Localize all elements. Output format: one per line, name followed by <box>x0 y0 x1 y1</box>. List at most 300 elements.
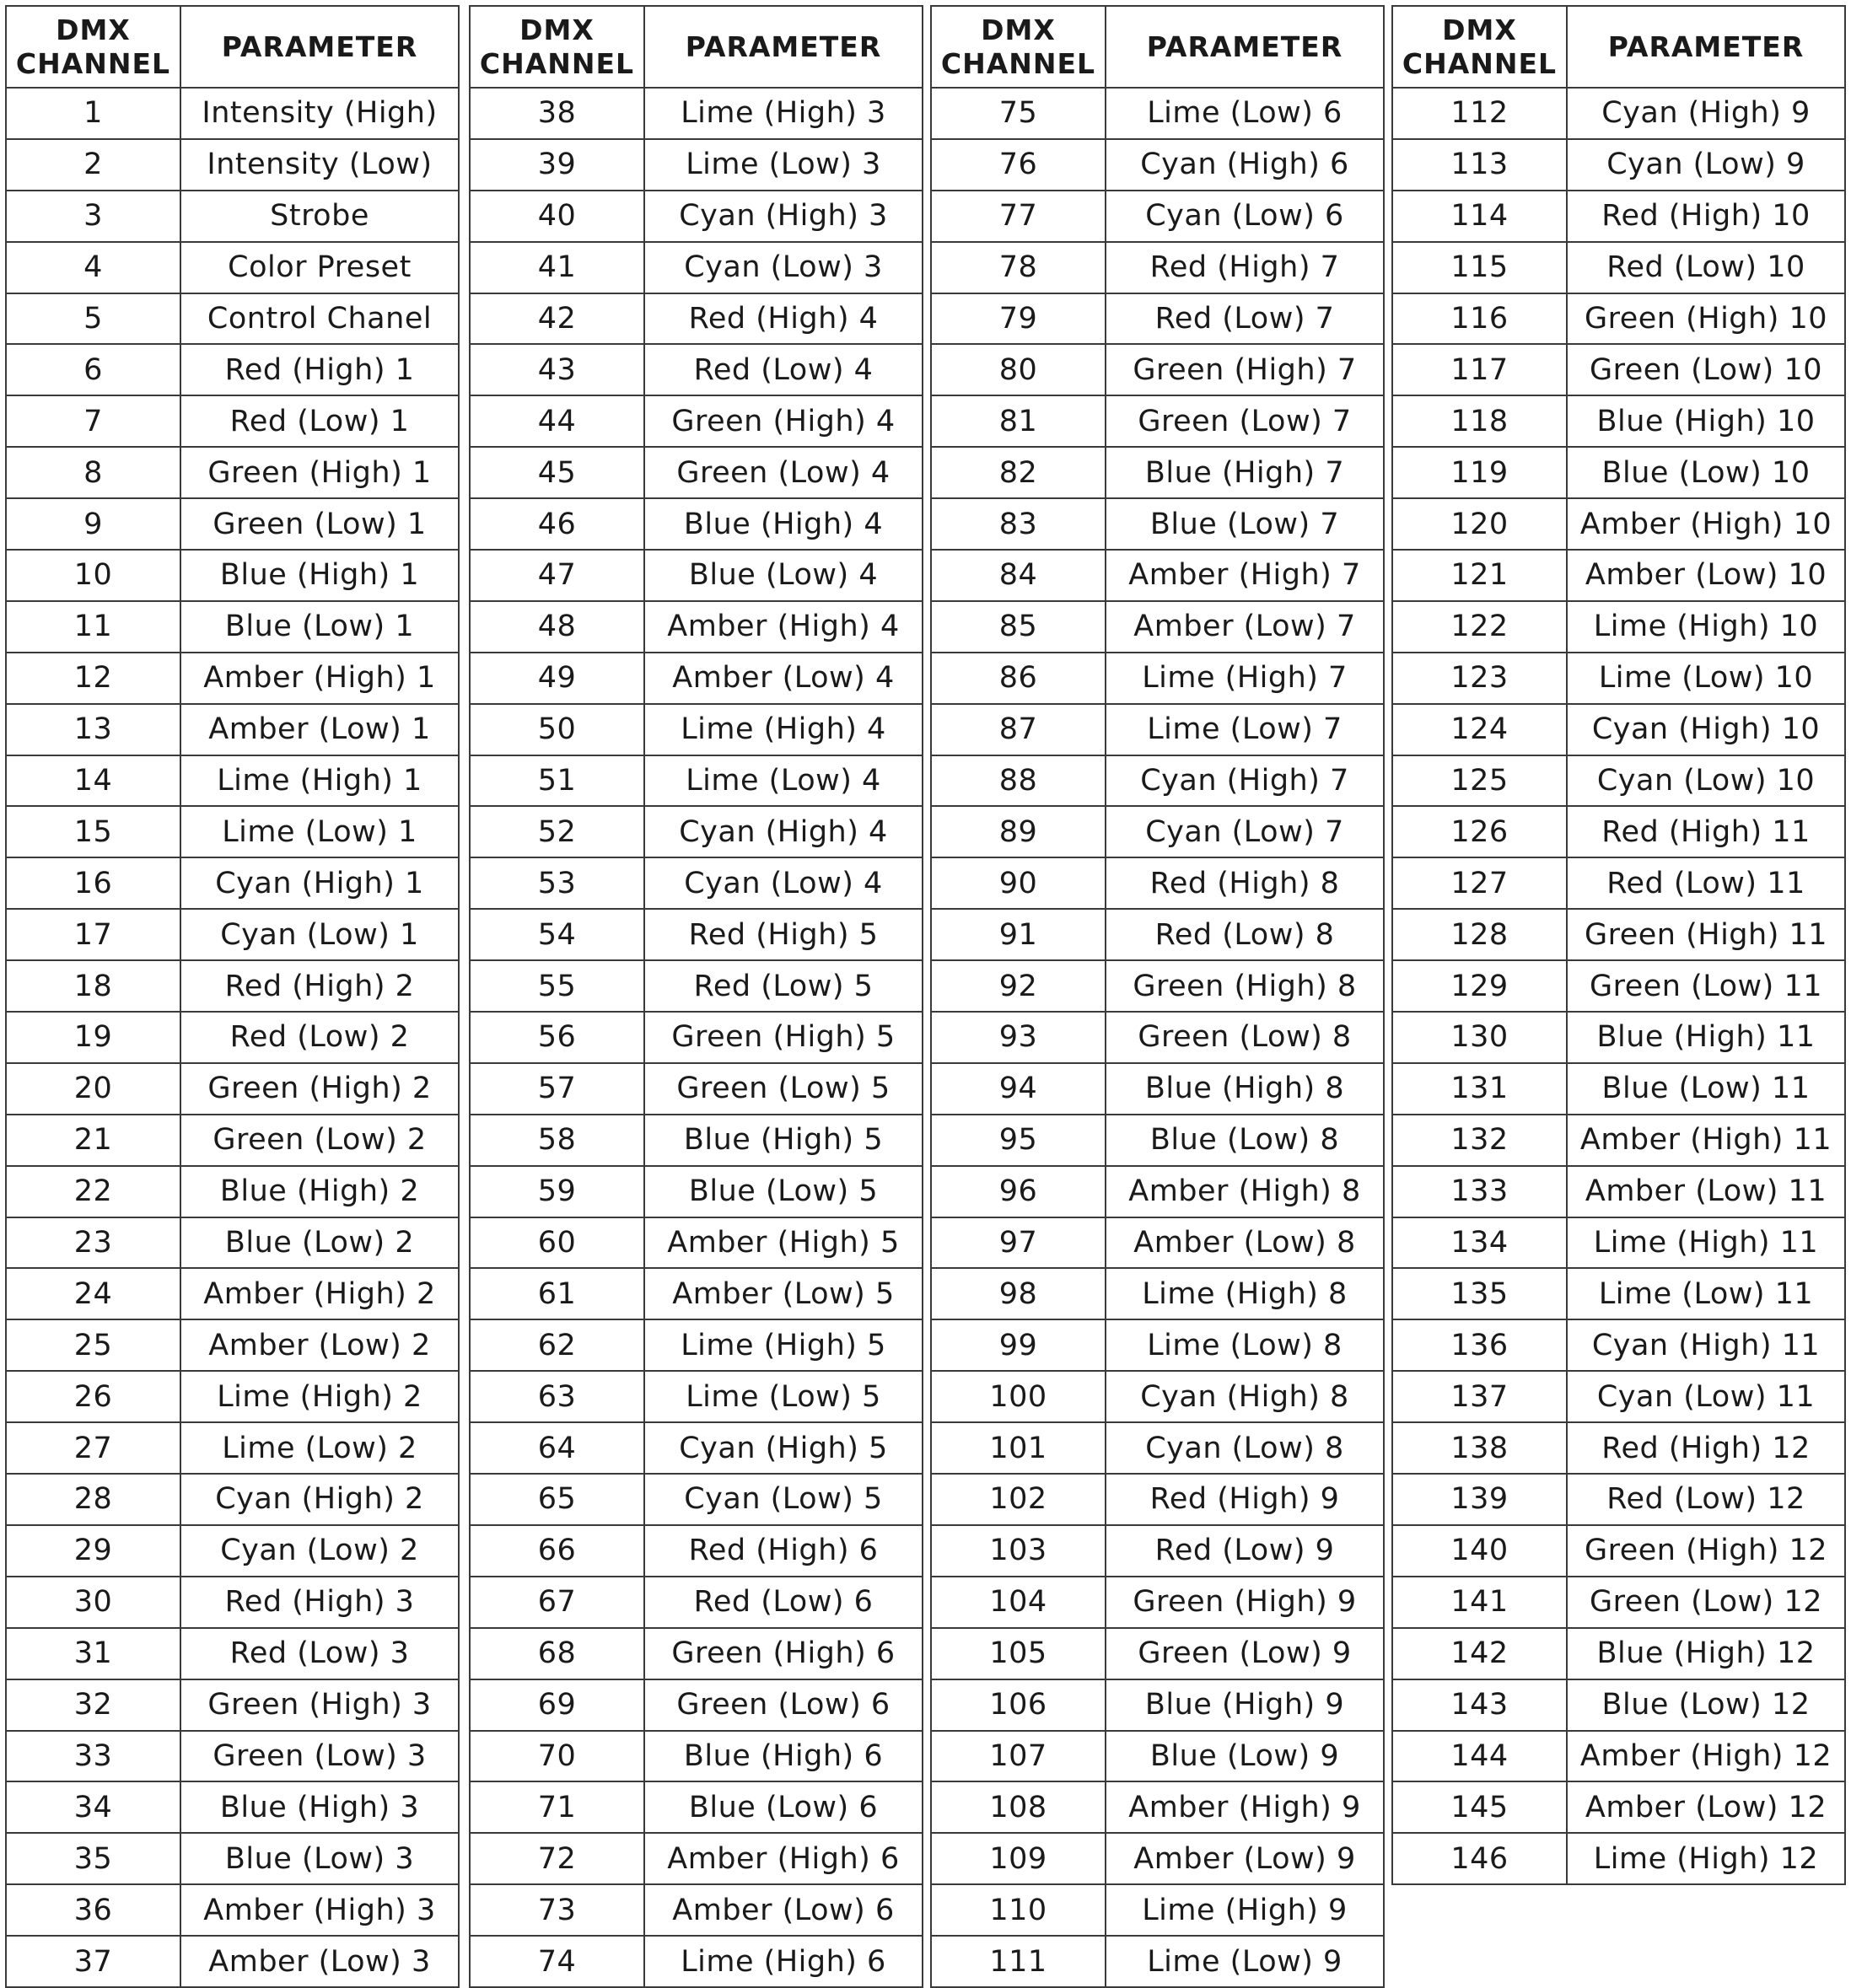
table-row <box>470 1577 923 1628</box>
dmx-channel-cell: 24 <box>6 1268 180 1319</box>
dmx-channel-cell: 104 <box>931 1577 1106 1628</box>
parameter-cell: Amber (Low) 5 <box>644 1268 923 1319</box>
dmx-channel-cell: 115 <box>1392 242 1567 293</box>
dmx-channel-cell: 13 <box>6 704 180 755</box>
dmx-channel-cell: 98 <box>931 1268 1106 1319</box>
dmx-channel-cell: 96 <box>931 1166 1106 1217</box>
dmx-channel-cell: 88 <box>931 755 1106 807</box>
parameter-cell: Red (Low) 5 <box>644 960 923 1012</box>
parameter-cell: Lime (Low) 10 <box>1567 653 1845 704</box>
dmx-channel-cell: 53 <box>470 857 644 909</box>
dmx-channel-cell: 139 <box>1392 1474 1567 1525</box>
table-row <box>6 1422 459 1474</box>
header-channel-label: CHANNEL <box>940 46 1096 80</box>
dmx-channel-cell: 87 <box>931 704 1106 755</box>
table-row <box>931 1628 1384 1679</box>
parameter-cell: Amber (High) 11 <box>1567 1115 1845 1166</box>
parameter-cell: Green (Low) 10 <box>1567 344 1845 395</box>
parameter-cell: Lime (High) 6 <box>644 1936 923 1987</box>
table-row <box>6 550 459 601</box>
table-row <box>1392 1319 1845 1371</box>
dmx-channel-cell: 137 <box>1392 1371 1567 1422</box>
table-body <box>470 88 923 1987</box>
table-row <box>6 191 459 242</box>
dmx-channel-cell: 43 <box>470 344 644 395</box>
dmx-channel-cell: 69 <box>470 1679 644 1731</box>
dmx-channel-cell: 94 <box>931 1063 1106 1115</box>
dmx-channel-cell: 42 <box>470 293 644 345</box>
table-row <box>6 1936 459 1987</box>
table-row <box>470 1628 923 1679</box>
parameter-cell: Amber (High) 2 <box>180 1268 459 1319</box>
parameter-cell: Blue (Low) 10 <box>1567 447 1845 498</box>
parameter-cell: Red (High) 12 <box>1567 1422 1845 1474</box>
dmx-channel-cell: 44 <box>470 395 644 447</box>
dmx-channel-cell: 41 <box>470 242 644 293</box>
table-row <box>931 1371 1384 1422</box>
table-body <box>1392 88 1845 1884</box>
dmx-channel-cell: 35 <box>6 1833 180 1884</box>
table-row <box>470 806 923 857</box>
table-row <box>1392 395 1845 447</box>
parameter-cell: Green (Low) 3 <box>180 1731 459 1782</box>
dmx-channel-cell: 31 <box>6 1628 180 1679</box>
parameter-cell: Red (High) 7 <box>1106 242 1384 293</box>
parameter-cell: Blue (Low) 7 <box>1106 498 1384 550</box>
table-row <box>6 1012 459 1063</box>
table-row <box>931 1319 1384 1371</box>
parameter-cell: Amber (Low) 4 <box>644 653 923 704</box>
parameter-cell: Green (Low) 12 <box>1567 1577 1845 1628</box>
parameter-cell: Red (High) 5 <box>644 909 923 960</box>
table-row <box>470 1525 923 1577</box>
dmx-channel-cell: 146 <box>1392 1833 1567 1884</box>
parameter-cell: Cyan (Low) 5 <box>644 1474 923 1525</box>
dmx-channel-cell: 101 <box>931 1422 1106 1474</box>
dmx-channel-cell: 50 <box>470 704 644 755</box>
table-row <box>6 1063 459 1115</box>
parameter-cell: Red (High) 11 <box>1567 806 1845 857</box>
table-row <box>1392 1166 1845 1217</box>
parameter-cell: Lime (Low) 2 <box>180 1422 459 1474</box>
dmx-channel-cell: 61 <box>470 1268 644 1319</box>
table-row <box>1392 857 1845 909</box>
table-row <box>470 1884 923 1936</box>
dmx-channel-cell: 126 <box>1392 806 1567 857</box>
dmx-channel-cell: 62 <box>470 1319 644 1371</box>
table-row <box>1392 1115 1845 1166</box>
dmx-channel-cell: 91 <box>931 909 1106 960</box>
parameter-cell: Red (High) 9 <box>1106 1474 1384 1525</box>
dmx-channel-cell: 119 <box>1392 447 1567 498</box>
table-row <box>6 139 459 191</box>
table-row <box>470 550 923 601</box>
parameter-cell: Lime (High) 8 <box>1106 1268 1384 1319</box>
dmx-channel-cell: 106 <box>931 1679 1106 1731</box>
dmx-channel-cell: 8 <box>6 447 180 498</box>
parameter-cell: Blue (Low) 9 <box>1106 1731 1384 1782</box>
table-row <box>470 344 923 395</box>
table-row <box>1392 960 1845 1012</box>
parameter-cell: Amber (High) 10 <box>1567 498 1845 550</box>
dmx-channel-cell: 49 <box>470 653 644 704</box>
table-row <box>1392 1422 1845 1474</box>
parameter-cell: Red (Low) 8 <box>1106 909 1384 960</box>
table-row <box>470 1422 923 1474</box>
parameter-cell: Green (Low) 7 <box>1106 395 1384 447</box>
table-row <box>6 653 459 704</box>
table-row <box>6 704 459 755</box>
table-row <box>1392 1012 1845 1063</box>
dmx-channel-cell: 65 <box>470 1474 644 1525</box>
dmx-channel-cell: 100 <box>931 1371 1106 1422</box>
dmx-channel-cell: 75 <box>931 88 1106 139</box>
dmx-channel-cell: 122 <box>1392 601 1567 653</box>
table-row <box>6 1884 459 1936</box>
parameter-cell: Lime (High) 12 <box>1567 1833 1845 1884</box>
table-row <box>931 1474 1384 1525</box>
table-row <box>470 755 923 807</box>
dmx-channel-cell: 140 <box>1392 1525 1567 1577</box>
table-row <box>931 1525 1384 1577</box>
table-row <box>6 1577 459 1628</box>
parameter-cell: Lime (Low) 5 <box>644 1371 923 1422</box>
dmx-channel-cell: 102 <box>931 1474 1106 1525</box>
dmx-channel-cell: 107 <box>931 1731 1106 1782</box>
table-row <box>931 191 1384 242</box>
table-row <box>6 1525 459 1577</box>
dmx-channel-cell: 92 <box>931 960 1106 1012</box>
dmx-channel-cell: 9 <box>6 498 180 550</box>
table-header-row <box>1392 6 1845 88</box>
parameter-cell: Amber (High) 12 <box>1567 1731 1845 1782</box>
dmx-channel-cell: 73 <box>470 1884 644 1936</box>
parameter-cell: Cyan (Low) 1 <box>180 909 459 960</box>
parameter-cell: Green (High) 1 <box>180 447 459 498</box>
header-dmx-label: DMX <box>981 13 1056 46</box>
table-row <box>931 1422 1384 1474</box>
dmx-channel-cell: 116 <box>1392 293 1567 345</box>
table-row <box>470 1474 923 1525</box>
parameter-cell: Cyan (High) 3 <box>644 191 923 242</box>
table-row <box>470 909 923 960</box>
dmx-channel-cell: 67 <box>470 1577 644 1628</box>
parameter-cell: Green (High) 9 <box>1106 1577 1384 1628</box>
table-row <box>6 755 459 807</box>
parameter-cell: Green (High) 10 <box>1567 293 1845 345</box>
parameter-cell: Red (High) 10 <box>1567 191 1845 242</box>
dmx-channel-cell: 30 <box>6 1577 180 1628</box>
dmx-channel-cell: 84 <box>931 550 1106 601</box>
table-row <box>6 1268 459 1319</box>
parameter-cell: Lime (Low) 8 <box>1106 1319 1384 1371</box>
table-row <box>6 806 459 857</box>
parameter-cell: Amber (Low) 3 <box>180 1936 459 1987</box>
parameter-cell: Amber (High) 8 <box>1106 1166 1384 1217</box>
table-row <box>931 242 1384 293</box>
dmx-channel-cell: 81 <box>931 395 1106 447</box>
table-row <box>1392 1628 1845 1679</box>
dmx-channel-cell: 16 <box>6 857 180 909</box>
dmx-channel-cell: 129 <box>1392 960 1567 1012</box>
table-row <box>470 960 923 1012</box>
parameter-cell: Green (Low) 11 <box>1567 960 1845 1012</box>
parameter-cell: Red (High) 1 <box>180 344 459 395</box>
table-row <box>470 1319 923 1371</box>
parameter-cell: Amber (Low) 1 <box>180 704 459 755</box>
parameter-cell: Cyan (High) 9 <box>1567 88 1845 139</box>
parameter-cell: Blue (High) 12 <box>1567 1628 1845 1679</box>
parameter-cell: Red (Low) 7 <box>1106 293 1384 345</box>
dmx-channel-cell: 51 <box>470 755 644 807</box>
parameter-cell: Amber (High) 1 <box>180 653 459 704</box>
dmx-channel-cell: 128 <box>1392 909 1567 960</box>
table-row <box>470 293 923 345</box>
parameter-cell: Cyan (Low) 6 <box>1106 191 1384 242</box>
dmx-channel-cell: 127 <box>1392 857 1567 909</box>
table-row <box>470 1833 923 1884</box>
header-dmx-channel <box>1392 6 1567 88</box>
parameter-cell: Amber (Low) 8 <box>1106 1217 1384 1269</box>
parameter-cell: Blue (High) 6 <box>644 1731 923 1782</box>
parameter-cell: Lime (Low) 7 <box>1106 704 1384 755</box>
dmx-channel-cell: 25 <box>6 1319 180 1371</box>
table-row <box>1392 139 1845 191</box>
parameter-cell: Cyan (High) 7 <box>1106 755 1384 807</box>
parameter-cell: Blue (Low) 5 <box>644 1166 923 1217</box>
dmx-channel-cell: 26 <box>6 1371 180 1422</box>
dmx-channel-cell: 2 <box>6 139 180 191</box>
parameter-cell: Blue (Low) 12 <box>1567 1679 1845 1731</box>
table-row <box>931 653 1384 704</box>
dmx-channel-cell: 38 <box>470 88 644 139</box>
dmx-channel-cell: 46 <box>470 498 644 550</box>
table-row <box>6 447 459 498</box>
dmx-channel-cell: 22 <box>6 1166 180 1217</box>
parameter-cell: Amber (Low) 10 <box>1567 550 1845 601</box>
header-channel-label: CHANNEL <box>1402 46 1558 80</box>
dmx-channel-cell: 64 <box>470 1422 644 1474</box>
table-row <box>6 1166 459 1217</box>
parameter-cell: Blue (Low) 1 <box>180 601 459 653</box>
dmx-channel-cell: 18 <box>6 960 180 1012</box>
dmx-channel-cell: 131 <box>1392 1063 1567 1115</box>
table-row <box>470 601 923 653</box>
table-row <box>470 1268 923 1319</box>
parameter-cell: Lime (Low) 6 <box>1106 88 1384 139</box>
table-row <box>931 755 1384 807</box>
dmx-channel-cell: 3 <box>6 191 180 242</box>
dmx-channel-cell: 83 <box>931 498 1106 550</box>
table-row <box>470 704 923 755</box>
parameter-cell: Cyan (High) 4 <box>644 806 923 857</box>
parameter-cell: Lime (Low) 1 <box>180 806 459 857</box>
parameter-cell: Amber (High) 7 <box>1106 550 1384 601</box>
dmx-channel-cell: 27 <box>6 1422 180 1474</box>
dmx-channel-cell: 97 <box>931 1217 1106 1269</box>
dmx-channel-cell: 7 <box>6 395 180 447</box>
table-row <box>1392 550 1845 601</box>
dmx-channel-cell: 36 <box>6 1884 180 1936</box>
dmx-channel-cell: 133 <box>1392 1166 1567 1217</box>
table-row <box>1392 344 1845 395</box>
dmx-channel-cell: 120 <box>1392 498 1567 550</box>
dmx-channel-cell: 55 <box>470 960 644 1012</box>
table-row <box>6 395 459 447</box>
table-row <box>470 1012 923 1063</box>
parameter-cell: Lime (Low) 9 <box>1106 1936 1384 1987</box>
dmx-channel-cell: 10 <box>6 550 180 601</box>
dmx-channel-cell: 34 <box>6 1781 180 1833</box>
parameter-cell: Blue (Low) 8 <box>1106 1115 1384 1166</box>
dmx-channel-cell: 12 <box>6 653 180 704</box>
table-row <box>1392 447 1845 498</box>
dmx-channel-cell: 93 <box>931 1012 1106 1063</box>
dmx-channel-cell: 144 <box>1392 1731 1567 1782</box>
parameter-cell: Lime (Low) 3 <box>644 139 923 191</box>
table-row <box>931 498 1384 550</box>
table-row <box>931 1731 1384 1782</box>
dmx-channel-cell: 112 <box>1392 88 1567 139</box>
dmx-channel-cell: 141 <box>1392 1577 1567 1628</box>
parameter-cell: Blue (High) 11 <box>1567 1012 1845 1063</box>
dmx-channel-cell: 66 <box>470 1525 644 1577</box>
header-dmx-label: DMX <box>1442 13 1517 46</box>
table-row <box>470 1217 923 1269</box>
table-row <box>931 1679 1384 1731</box>
dmx-table-1 <box>5 5 460 1988</box>
table-row <box>931 88 1384 139</box>
parameter-cell: Blue (Low) 4 <box>644 550 923 601</box>
table-row <box>1392 1679 1845 1731</box>
dmx-channel-cell: 19 <box>6 1012 180 1063</box>
parameter-cell: Lime (High) 10 <box>1567 601 1845 653</box>
parameter-cell: Amber (High) 4 <box>644 601 923 653</box>
dmx-channel-cell: 109 <box>931 1833 1106 1884</box>
table-row <box>6 909 459 960</box>
table-row <box>470 1936 923 1987</box>
table-row <box>931 1268 1384 1319</box>
header-dmx-channel <box>470 6 644 88</box>
table-row <box>6 1833 459 1884</box>
parameter-cell: Cyan (Low) 2 <box>180 1525 459 1577</box>
header-parameter: PARAMETER <box>644 6 923 88</box>
table-row <box>931 447 1384 498</box>
parameter-cell: Blue (High) 1 <box>180 550 459 601</box>
parameter-cell: Intensity (High) <box>180 88 459 139</box>
parameter-cell: Amber (Low) 9 <box>1106 1833 1384 1884</box>
table-row <box>470 88 923 139</box>
dmx-channel-cell: 99 <box>931 1319 1106 1371</box>
dmx-channel-cell: 21 <box>6 1115 180 1166</box>
header-channel-label: CHANNEL <box>15 46 171 80</box>
table-row <box>1392 1217 1845 1269</box>
table-row <box>931 1166 1384 1217</box>
parameter-cell: Green (Low) 8 <box>1106 1012 1384 1063</box>
table-row <box>1392 1371 1845 1422</box>
parameter-cell: Red (High) 4 <box>644 293 923 345</box>
dmx-channel-cell: 138 <box>1392 1422 1567 1474</box>
table-row <box>6 1731 459 1782</box>
parameter-cell: Cyan (Low) 9 <box>1567 139 1845 191</box>
parameter-cell: Lime (High) 2 <box>180 1371 459 1422</box>
parameter-cell: Red (Low) 2 <box>180 1012 459 1063</box>
parameter-cell: Amber (Low) 2 <box>180 1319 459 1371</box>
parameter-cell: Red (High) 3 <box>180 1577 459 1628</box>
dmx-channel-cell: 78 <box>931 242 1106 293</box>
table-row <box>1392 498 1845 550</box>
table-row <box>6 1319 459 1371</box>
table-row <box>931 806 1384 857</box>
dmx-channel-cell: 63 <box>470 1371 644 1422</box>
parameter-cell: Amber (Low) 12 <box>1567 1781 1845 1833</box>
dmx-channel-cell: 77 <box>931 191 1106 242</box>
table-row <box>470 447 923 498</box>
parameter-cell: Amber (High) 3 <box>180 1884 459 1936</box>
dmx-channel-cell: 132 <box>1392 1115 1567 1166</box>
header-dmx-label: DMX <box>56 13 131 46</box>
table-row <box>470 653 923 704</box>
parameter-cell: Amber (High) 6 <box>644 1833 923 1884</box>
parameter-cell: Lime (High) 3 <box>644 88 923 139</box>
dmx-channel-cell: 136 <box>1392 1319 1567 1371</box>
dmx-channel-cell: 143 <box>1392 1679 1567 1731</box>
table-row <box>931 1884 1384 1936</box>
dmx-channel-cell: 74 <box>470 1936 644 1987</box>
parameter-cell: Cyan (Low) 8 <box>1106 1422 1384 1474</box>
parameter-cell: Blue (Low) 6 <box>644 1781 923 1833</box>
dmx-channel-cell: 68 <box>470 1628 644 1679</box>
parameter-cell: Blue (High) 8 <box>1106 1063 1384 1115</box>
header-channel-label: CHANNEL <box>479 46 635 80</box>
parameter-cell: Green (Low) 4 <box>644 447 923 498</box>
dmx-channel-cell: 59 <box>470 1166 644 1217</box>
table-row <box>1392 242 1845 293</box>
parameter-cell: Green (High) 6 <box>644 1628 923 1679</box>
table-row <box>470 395 923 447</box>
parameter-cell: Green (Low) 2 <box>180 1115 459 1166</box>
table-row <box>931 139 1384 191</box>
table-row <box>6 498 459 550</box>
table-row <box>6 960 459 1012</box>
dmx-channel-cell: 56 <box>470 1012 644 1063</box>
dmx-channel-cell: 11 <box>6 601 180 653</box>
dmx-channel-cell: 134 <box>1392 1217 1567 1269</box>
dmx-channel-cell: 103 <box>931 1525 1106 1577</box>
parameter-cell: Green (Low) 6 <box>644 1679 923 1731</box>
dmx-channel-cell: 15 <box>6 806 180 857</box>
parameter-cell: Green (High) 12 <box>1567 1525 1845 1577</box>
dmx-channel-cell: 28 <box>6 1474 180 1525</box>
parameter-cell: Red (High) 6 <box>644 1525 923 1577</box>
table-row <box>470 139 923 191</box>
dmx-channel-cell: 54 <box>470 909 644 960</box>
table-row <box>6 1115 459 1166</box>
dmx-channel-cell: 90 <box>931 857 1106 909</box>
table-body <box>6 88 459 1987</box>
header-dmx-label: DMX <box>519 13 595 46</box>
table-row <box>6 293 459 345</box>
table-row <box>931 1012 1384 1063</box>
parameter-cell: Green (High) 2 <box>180 1063 459 1115</box>
dmx-channel-cell: 135 <box>1392 1268 1567 1319</box>
dmx-channel-cell: 47 <box>470 550 644 601</box>
dmx-channel-cell: 124 <box>1392 704 1567 755</box>
table-body <box>931 88 1384 1987</box>
dmx-channel-cell: 33 <box>6 1731 180 1782</box>
dmx-channel-cell: 145 <box>1392 1781 1567 1833</box>
parameter-cell: Blue (High) 7 <box>1106 447 1384 498</box>
